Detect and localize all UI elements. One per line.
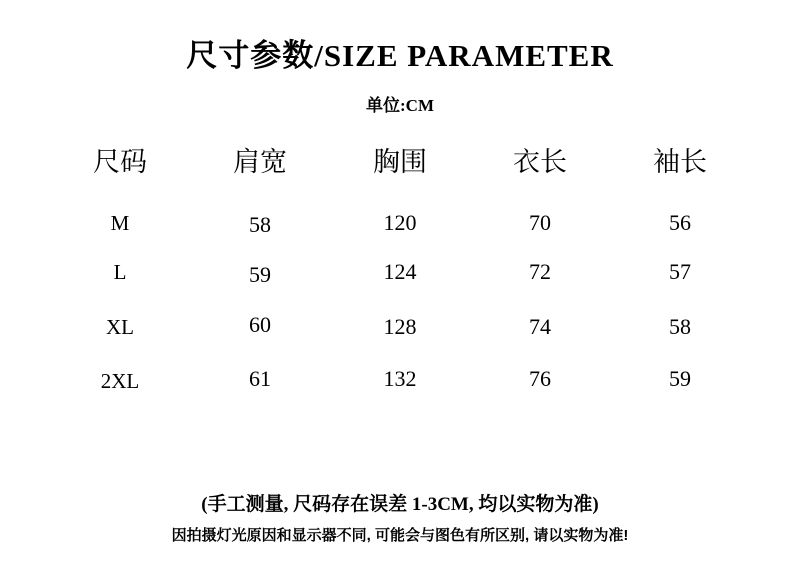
column-header-sleeve: 袖长 bbox=[653, 147, 707, 177]
cell-sleeve: 59 bbox=[669, 366, 691, 391]
footer-notes bbox=[0, 489, 800, 545]
cell-sleeve: 57 bbox=[669, 259, 691, 284]
unit-label: 单位:CM bbox=[366, 96, 434, 115]
color-disclaimer-note: 因拍摄灯光原因和显示器不同, 可能会与图色有所区别, 请以实物为准! bbox=[171, 527, 629, 544]
cell-shoulder: 58 bbox=[249, 212, 271, 237]
table-row bbox=[50, 249, 750, 301]
size-parameter-table bbox=[50, 134, 750, 405]
cell-sleeve: 56 bbox=[669, 210, 691, 235]
cell-bust: 124 bbox=[383, 259, 417, 284]
column-header-bust: 胸围 bbox=[373, 147, 427, 177]
cell-size: XL bbox=[106, 314, 134, 339]
cell-length: 74 bbox=[529, 314, 551, 339]
cell-bust: 132 bbox=[383, 366, 417, 391]
table-row bbox=[50, 197, 750, 249]
cell-size: 2XL bbox=[100, 368, 140, 393]
cell-length: 72 bbox=[529, 259, 551, 284]
cell-bust: 120 bbox=[383, 210, 417, 235]
table-row bbox=[50, 353, 750, 405]
cell-bust: 128 bbox=[383, 314, 417, 339]
cell-shoulder: 59 bbox=[249, 262, 271, 287]
column-header-shoulder: 肩宽 bbox=[233, 147, 287, 177]
cell-sleeve: 58 bbox=[669, 314, 691, 339]
column-header-size: 尺码 bbox=[93, 147, 147, 177]
page-title: 尺寸参数/SIZE PARAMETER bbox=[186, 38, 614, 73]
cell-length: 70 bbox=[529, 210, 551, 235]
cell-shoulder: 61 bbox=[249, 366, 271, 391]
cell-shoulder: 60 bbox=[249, 312, 271, 337]
column-header-length: 衣长 bbox=[513, 147, 567, 177]
measurement-note: (手工测量, 尺码存在误差 1-3CM, 均以实物为准) bbox=[201, 494, 599, 515]
cell-size: L bbox=[113, 259, 127, 284]
table-row bbox=[50, 301, 750, 353]
cell-size: M bbox=[110, 210, 130, 235]
table-header-row bbox=[50, 134, 750, 197]
cell-length: 76 bbox=[529, 366, 551, 391]
